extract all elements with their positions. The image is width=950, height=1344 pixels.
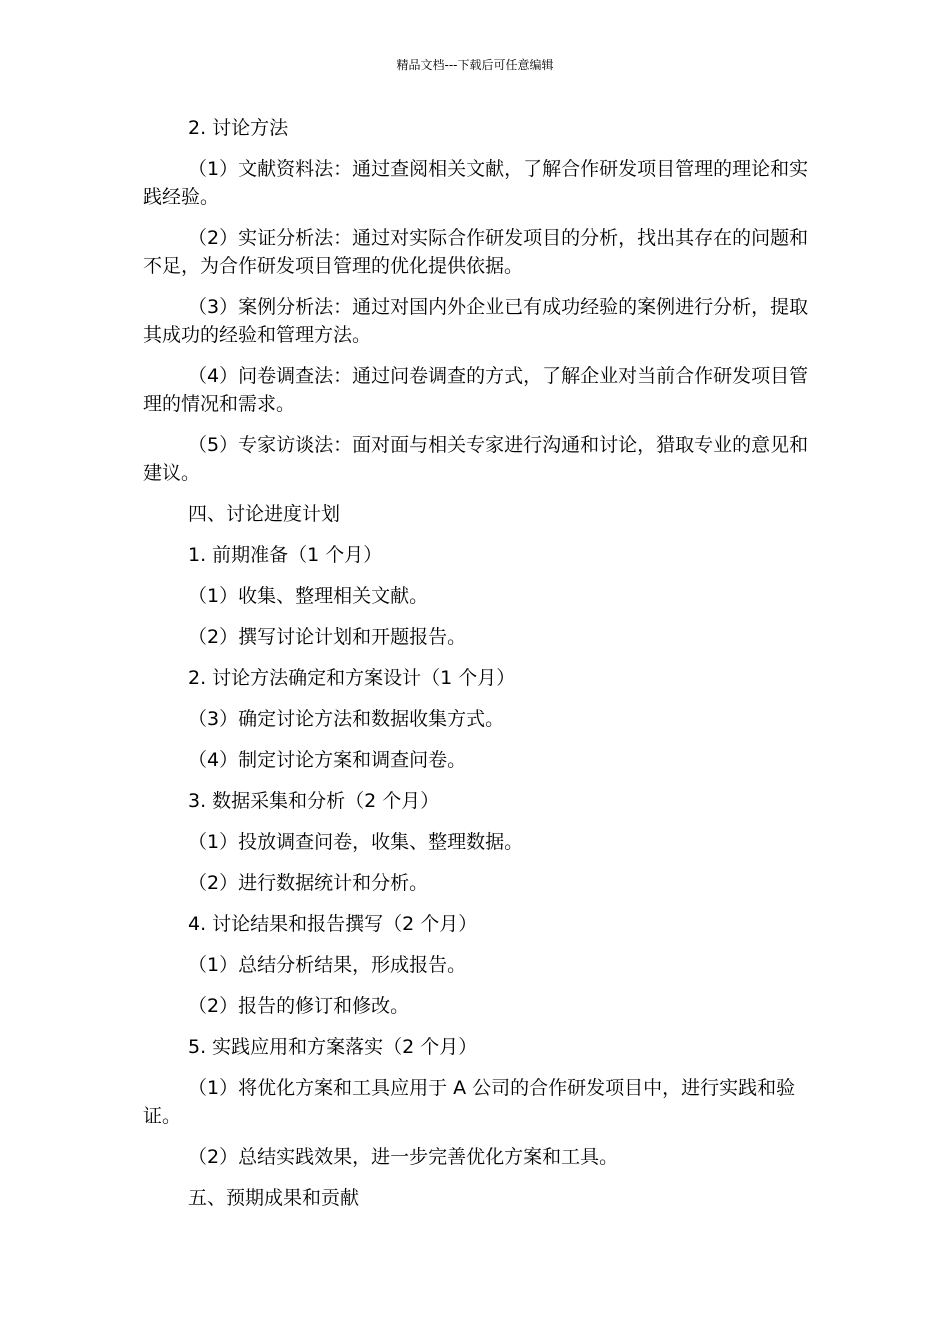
method-questionnaire: （4）问卷调查法：通过问卷调查的方式，了解企业对当前合作研发项目管理的情况和需求。 bbox=[143, 365, 809, 415]
phase-4-item-1: （1）总结分析结果，形成报告。 bbox=[188, 954, 467, 976]
section-heading-methods: 2. 讨论方法 bbox=[188, 117, 289, 139]
phase-3-item-1: （1）投放调查问卷，收集、整理数据。 bbox=[188, 831, 524, 853]
phase-3-item-2: （2）进行数据统计和分析。 bbox=[188, 872, 429, 894]
phase-5-title: 5. 实践应用和方案落实（2 个月） bbox=[188, 1036, 478, 1058]
phase-2-item-1: （3）确定讨论方法和数据收集方式。 bbox=[188, 708, 505, 730]
section-heading-schedule: 四、讨论进度计划 bbox=[188, 503, 341, 525]
method-expert-interview: （5）专家访谈法：面对面与相关专家进行沟通和讨论，猎取专业的意见和建议。 bbox=[143, 434, 809, 484]
method-empirical: （2）实证分析法：通过对实际合作研发项目的分析，找出其存在的问题和不足，为合作研发项目管理的优化提供依据。 bbox=[143, 227, 809, 277]
phase-2-item-2: （4）制定讨论方案和调查问卷。 bbox=[188, 749, 467, 771]
section-heading-outcomes: 五、预期成果和贡献 bbox=[188, 1187, 360, 1209]
phase-5-item-2: （2）总结实践效果，进一步完善优化方案和工具。 bbox=[188, 1146, 619, 1168]
phase-4-item-2: （2）报告的修订和修改。 bbox=[188, 995, 410, 1017]
phase-2-title: 2. 讨论方法确定和方案设计（1 个月） bbox=[188, 667, 516, 689]
page-header: 精品文档---下载后可任意编辑 bbox=[396, 58, 554, 72]
document-body bbox=[143, 114, 813, 1225]
method-case-study: （3）案例分析法：通过对国内外企业已有成功经验的案例进行分析，提取其成功的经验和管理方法。 bbox=[143, 296, 809, 346]
phase-3-title: 3. 数据采集和分析（2 个月） bbox=[188, 790, 440, 812]
phase-1-item-1: （1）收集、整理相关文献。 bbox=[188, 585, 429, 607]
method-literature: （1）文献资料法：通过查阅相关文献，了解合作研发项目管理的理论和实践经验。 bbox=[143, 158, 809, 208]
phase-4-title: 4. 讨论结果和报告撰写（2 个月） bbox=[188, 913, 478, 935]
phase-1-title: 1. 前期准备（1 个月） bbox=[188, 544, 383, 566]
phase-1-item-2: （2）撰写讨论计划和开题报告。 bbox=[188, 626, 467, 648]
phase-5-item-1: （1）将优化方案和工具应用于 A 公司的合作研发项目中，进行实践和验证。 bbox=[143, 1077, 796, 1127]
